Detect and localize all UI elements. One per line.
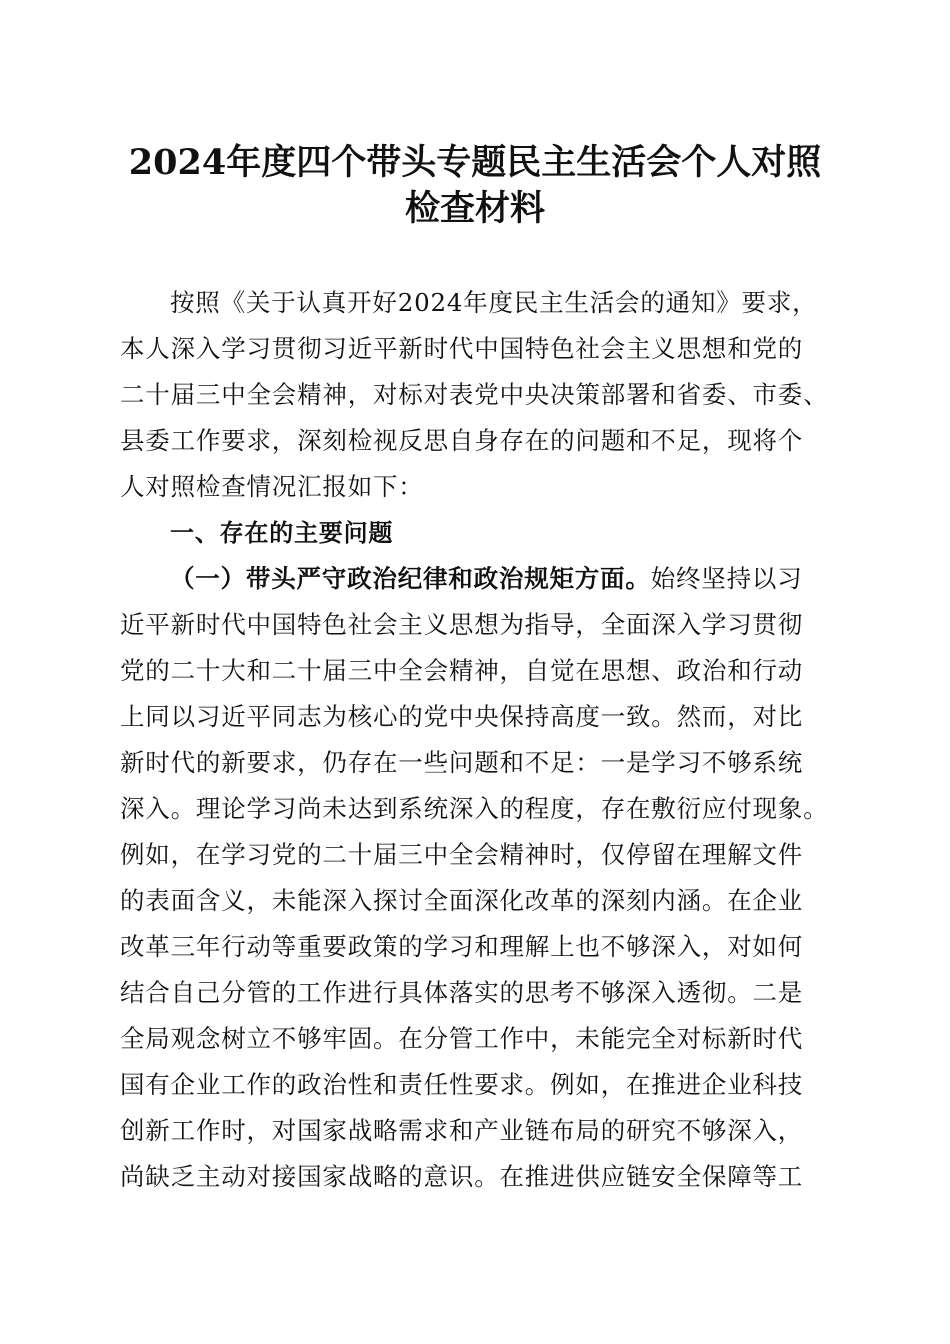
intro-line: 人对照检查情况汇报如下：: [120, 472, 424, 501]
subsection-first-line-rest: 始终坚持以习: [650, 564, 803, 593]
subsection-line: 结合自己分管的工作进行具体落实的思考不够深入透彻。二是: [120, 978, 804, 1007]
subsection-line: 改革三年行动等重要政策的学习和理解上也不够深入，对如何: [120, 932, 804, 961]
subsection-line: 近平新时代中国特色社会主义思想为指导，全面深入学习贯彻: [120, 610, 804, 639]
subsection-line: 新时代的新要求，仍存在一些问题和不足：一是学习不够系统: [120, 748, 804, 777]
subsection-line: 尚缺乏主动对接国家战略的意识。在推进供应链安全保障等工: [120, 1162, 804, 1191]
subsection-line: 的表面含义，未能深入探讨全面深化改革的深刻内涵。在企业: [120, 886, 804, 915]
subsection-line: 深入。理论学习尚未达到系统深入的程度，存在敷衍应付现象。: [120, 794, 829, 823]
subsection-line: 党的二十大和二十届三中全会精神，自觉在思想、政治和行动: [120, 656, 804, 685]
subsection-line: 例如，在学习党的二十届三中全会精神时，仅停留在理解文件: [120, 840, 804, 869]
intro-line: 本人深入学习贯彻习近平新时代中国特色社会主义思想和党的: [120, 334, 804, 363]
subsection-heading: （一）带头严守政治纪律和政治规矩方面。: [170, 564, 651, 593]
intro-line: 县委工作要求，深刻检视反思自身存在的问题和不足，现将个: [120, 426, 804, 455]
title-line-2: 检查材料: [404, 188, 545, 229]
document-body: [120, 280, 835, 1200]
subsection-first-line: [120, 556, 835, 602]
section-heading: 一、存在的主要问题: [170, 519, 394, 547]
intro-line: 二十届三中全会精神，对标对表党中央决策部署和省委、市委、: [120, 380, 829, 409]
subsection-line: 创新工作时，对国家战略需求和产业链布局的研究不够深入，: [120, 1116, 804, 1145]
title-line-1: 2024年度四个带头专题民主生活会个人对照: [128, 142, 822, 183]
intro-line: 按照《关于认真开好2024年度民主生活会的通知》要求，: [170, 288, 818, 317]
subsection-line: 全局观念树立不够牢固。在分管工作中，未能完全对标新时代: [120, 1024, 804, 1053]
subsection-line: 上同以习近平同志为核心的党中央保持高度一致。然而，对比: [120, 702, 804, 731]
subsection-line: 国有企业工作的政治性和责任性要求。例如，在推进企业科技: [120, 1070, 804, 1099]
document-title: [0, 140, 950, 232]
